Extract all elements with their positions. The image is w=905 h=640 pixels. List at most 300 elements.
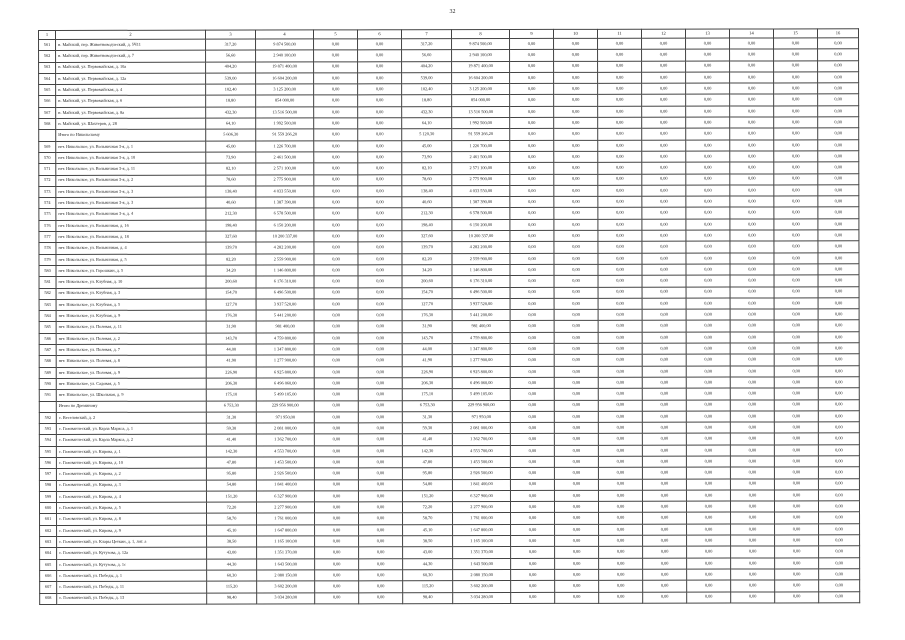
table-cell: 0,00 [598, 163, 642, 174]
address-cell: Итого по Дреминому [56, 401, 206, 413]
table-cell: 606 [40, 570, 57, 581]
table-cell: 588 [39, 356, 56, 367]
table-cell: 0,00 [730, 117, 774, 128]
address-cell: пгт. Никольское, ул. Вольничная 3-я, д. 3 [56, 186, 206, 198]
table-cell: 2 559 900,00 [256, 254, 314, 265]
table-cell: 0,00 [554, 163, 598, 174]
address-cell: пгт. Никольское, ул. Вольничная, д. 5 [56, 254, 206, 266]
table-cell: 599 [39, 491, 56, 502]
table-cell: 31,30 [402, 411, 452, 422]
table-cell: 45,00 [206, 141, 256, 152]
table-cell: 0,00 [774, 128, 818, 139]
address-cell: пгт. Никольское, ул. Полевая, д. 11 [56, 322, 206, 334]
table-cell: 44,00 [206, 344, 256, 355]
table-cell: 0,00 [358, 186, 402, 197]
table-cell: 1 351 370,00 [257, 547, 315, 558]
table-cell: 0,00 [510, 468, 554, 479]
table-cell: 0,00 [358, 208, 402, 219]
table-cell: 0,00 [774, 196, 818, 207]
table-cell: 593 [39, 424, 56, 435]
table-cell: 0,00 [686, 400, 730, 411]
table-cell: 0,00 [775, 580, 819, 591]
table-cell: 0,00 [554, 400, 598, 411]
table-cell: 0,00 [554, 129, 598, 140]
table-cell: 0,00 [314, 197, 358, 208]
table-cell: 0,00 [774, 478, 818, 489]
table-cell: 4 282 200,00 [452, 242, 510, 253]
table-cell: 573 [39, 186, 56, 197]
address-cell: пгт. Никольское, ул. Школьная, д. 9 [56, 389, 206, 401]
table-cell: 0,00 [642, 264, 686, 275]
table-cell: 0,00 [598, 83, 642, 94]
address-cell: пгт. Никольское, ул. Вольничная, д. 16 [56, 220, 206, 232]
table-cell: 0,00 [774, 207, 818, 218]
table-cell: 0,00 [818, 354, 859, 365]
table-cell: 854 000,00 [452, 95, 510, 106]
table-cell: 0,00 [730, 298, 774, 309]
table-cell: 45,00 [402, 140, 452, 151]
table-cell: 6 150 200,00 [256, 220, 314, 231]
table-cell: 0,00 [511, 535, 555, 546]
table-cell: 0,00 [554, 490, 598, 501]
table-cell: 54,80 [402, 479, 452, 490]
table-cell: 43,00 [403, 547, 453, 558]
table-cell: 0,00 [686, 264, 730, 275]
table-cell: 0,00 [598, 61, 642, 72]
table-cell: 82,10 [206, 163, 256, 174]
table-cell: 0,00 [358, 366, 402, 377]
table-cell: 40,60 [206, 197, 256, 208]
table-cell: 0,00 [642, 95, 686, 106]
table-cell: 6 176 310,00 [256, 276, 314, 287]
table-cell: 0,00 [730, 433, 774, 444]
table-cell: 0,00 [642, 377, 686, 388]
table-cell: 6 150 200,00 [452, 219, 510, 230]
table-cell: 0,00 [314, 378, 358, 389]
table-cell: 3 937 520,00 [256, 299, 314, 310]
table-cell: 6 176 310,00 [452, 276, 510, 287]
table-cell: 4 759 800,00 [452, 332, 510, 343]
table-cell: 0,00 [358, 287, 402, 298]
table-cell: 0,00 [314, 366, 358, 377]
table-cell: 0,00 [642, 467, 686, 478]
table-cell: 0,00 [730, 422, 774, 433]
table-cell: 44,00 [402, 344, 452, 355]
address-cell: Итого по Никольскому [56, 130, 206, 142]
table-cell: 6 496 060,00 [256, 378, 314, 389]
table-cell: 0,00 [510, 163, 554, 174]
table-cell: 0,00 [730, 467, 774, 478]
table-cell: 0,00 [598, 456, 642, 467]
table-cell: 0,00 [314, 220, 358, 231]
table-cell: 0,00 [642, 83, 686, 94]
table-cell: 0,00 [686, 38, 730, 49]
table-cell: 0,00 [598, 332, 642, 343]
table-cell: 601 [40, 514, 57, 525]
table-cell: 0,00 [686, 241, 730, 252]
table-cell: 0,00 [598, 196, 642, 207]
table-cell: 0,00 [818, 162, 859, 173]
table-cell: 0,00 [730, 332, 774, 343]
table-cell: 0,00 [686, 467, 730, 478]
table-cell: 0,00 [818, 60, 859, 71]
table-cell: 0,00 [554, 196, 598, 207]
table-cell: 572 [39, 175, 56, 186]
table-cell: 0,00 [554, 208, 598, 219]
table-cell: 0,00 [686, 501, 730, 512]
table-cell: 40,60 [402, 197, 452, 208]
table-cell: 0,00 [818, 490, 859, 501]
table-cell: 0,00 [642, 411, 686, 422]
table-cell: 0,00 [686, 140, 730, 151]
table-cell: 0,00 [730, 366, 774, 377]
table-cell: 432,30 [402, 106, 452, 117]
table-cell: 1 643 500,00 [453, 558, 511, 569]
table-cell: 971 950,00 [256, 412, 314, 423]
table-cell: 78,60 [206, 175, 256, 186]
table-cell: 0,00 [510, 343, 554, 354]
table-cell: 0,00 [315, 581, 359, 592]
table-cell: 0,00 [598, 185, 642, 196]
table-cell: 0,00 [554, 72, 598, 83]
table-cell: 5 441 200,00 [256, 310, 314, 321]
table-cell: 0,00 [686, 95, 730, 106]
table-cell: 1 362 700,00 [452, 434, 510, 445]
table-cell: 0,00 [774, 106, 818, 117]
table-cell: 566 [39, 96, 56, 107]
table-cell: 2 461 500,00 [452, 151, 510, 162]
table-cell: 0,00 [774, 399, 818, 410]
table-cell: 0,00 [314, 491, 358, 502]
address-cell: пгт. Никольское, ул. Полевая, д. 9 [56, 367, 206, 379]
table-cell: 0,00 [358, 344, 402, 355]
column-header: 16 [817, 29, 858, 38]
table-cell: 597 [39, 469, 56, 480]
table-cell: 151,20 [402, 491, 452, 502]
column-header: 11 [597, 29, 641, 38]
table-cell: 1 992 500,00 [452, 118, 510, 129]
table-cell: 0,00 [686, 298, 730, 309]
table-cell: 0,00 [642, 366, 686, 377]
table-cell: 0,00 [686, 309, 730, 320]
table-cell: 0,00 [510, 479, 554, 490]
table-cell: 2 080 150,00 [453, 569, 511, 580]
table-cell: 6 925 800,00 [256, 367, 314, 378]
table-cell: 0,00 [358, 107, 402, 118]
table-cell: 0,00 [599, 535, 643, 546]
address-cell: пгт. Никольское, ул. Клубная, д. 10 [56, 276, 206, 288]
column-header: 3 [206, 30, 256, 39]
table-cell: 0,00 [314, 355, 358, 366]
table-cell: 229 956 900,00 [256, 400, 314, 411]
table-cell: 2 081 000,00 [452, 423, 510, 434]
table-cell: 0,00 [774, 309, 818, 320]
table-cell: 0,00 [818, 94, 859, 105]
table-cell: 212,30 [402, 208, 452, 219]
table-cell: 0,00 [598, 490, 642, 501]
table-cell: 0,00 [642, 253, 686, 264]
table-cell: 0,00 [315, 592, 359, 603]
table-cell: 0,00 [598, 208, 642, 219]
table-cell: 1 165 100,00 [453, 536, 511, 547]
table-cell: 0,00 [642, 72, 686, 83]
table-cell: 0,00 [686, 332, 730, 343]
table-cell: 0,00 [358, 423, 402, 434]
table-cell: 0,00 [818, 433, 859, 444]
table-cell: 0,00 [643, 513, 687, 524]
table-cell: 0,00 [598, 264, 642, 275]
table-cell: 0,00 [642, 422, 686, 433]
table-cell: 0,00 [643, 580, 687, 591]
table-cell: 19 871 400,00 [452, 61, 510, 72]
table-cell: 0,00 [358, 412, 402, 423]
table-cell: 0,00 [642, 400, 686, 411]
table-cell: 1 226 700,00 [256, 141, 314, 152]
table-cell: 143,70 [206, 333, 256, 344]
column-header: 5 [314, 30, 358, 39]
table-cell: 0,00 [774, 253, 818, 264]
table-cell: 0,00 [598, 253, 642, 264]
table-cell: 0,00 [598, 275, 642, 286]
table-cell: 18,80 [402, 95, 452, 106]
table-cell: 0,00 [642, 129, 686, 140]
table-cell: 0,00 [359, 547, 403, 558]
table-cell: 0,00 [730, 411, 774, 422]
table-cell: 142,30 [402, 445, 452, 456]
table-cell: 5 120,30 [402, 129, 452, 140]
table-cell: 175,10 [206, 389, 256, 400]
table-cell: 0,00 [599, 569, 643, 580]
table-cell: 102,40 [206, 84, 256, 95]
table-cell: 0,00 [554, 468, 598, 479]
table-cell: 226,90 [206, 367, 256, 378]
table-cell: 598 [39, 480, 56, 491]
table-cell: 0,00 [774, 185, 818, 196]
table-cell: 0,00 [554, 309, 598, 320]
table-cell: 0,00 [554, 501, 598, 512]
table-cell: 0,00 [359, 581, 403, 592]
table-cell: 0,00 [358, 400, 402, 411]
table-cell: 0,00 [358, 39, 402, 50]
table-cell: 0,00 [818, 38, 859, 49]
table-cell: 0,00 [358, 219, 402, 230]
table-cell: 0,00 [730, 388, 774, 399]
page-number: 32 [449, 9, 456, 15]
address-cell: пгт. Никольское, ул. Горошкин, д. 5 [56, 265, 206, 277]
table-cell: 0,00 [598, 468, 642, 479]
table-cell: 0,00 [730, 151, 774, 162]
table-cell: 432,30 [206, 107, 256, 118]
table-cell: 138,40 [402, 185, 452, 196]
table-cell: 0,00 [314, 321, 358, 332]
table-cell: 72,20 [206, 502, 256, 513]
table-cell: 82,20 [402, 253, 452, 264]
table-cell: 1 277 900,00 [452, 355, 510, 366]
table-cell: 0,00 [598, 219, 642, 230]
table-cell: 0,00 [775, 524, 819, 535]
table-cell: 176,30 [206, 310, 256, 321]
table-cell: 0,00 [314, 400, 358, 411]
table-cell: 0,00 [598, 366, 642, 377]
table-cell: 6 496 500,00 [452, 287, 510, 298]
table-cell: 0,00 [642, 219, 686, 230]
table-cell: 0,00 [686, 343, 730, 354]
address-cell: п. Майский, ул. Первомайская, д. 12а [56, 73, 206, 85]
table-cell: 607 [40, 582, 57, 593]
table-cell: 1 351 370,00 [453, 547, 511, 558]
table-cell: 0,00 [510, 151, 554, 162]
table-cell: 0,00 [730, 83, 774, 94]
table-cell: 0,00 [774, 332, 818, 343]
table-cell: 91 559 266,20 [452, 129, 510, 140]
table-cell: 317,20 [206, 39, 256, 50]
table-cell: 0,00 [314, 423, 358, 434]
table-cell: 0,00 [554, 456, 598, 467]
table-cell: 0,00 [643, 547, 687, 558]
table-cell: 0,00 [642, 298, 686, 309]
table-cell: 0,00 [554, 287, 598, 298]
table-cell: 0,00 [314, 446, 358, 457]
table-cell: 981 400,00 [452, 321, 510, 332]
table-cell: 0,00 [642, 117, 686, 128]
table-cell: 0,00 [599, 513, 643, 524]
table-cell: 327,60 [206, 231, 256, 242]
table-cell: 38,50 [207, 536, 257, 547]
register-table [38, 28, 860, 605]
table-cell: 0,00 [730, 275, 774, 286]
table-cell: 0,00 [730, 196, 774, 207]
table-cell: 0,00 [554, 106, 598, 117]
table-cell: 564 [39, 73, 56, 84]
table-cell: 0,00 [314, 276, 358, 287]
table-cell: 0,00 [598, 242, 642, 253]
table-cell: 587 [39, 344, 56, 355]
table-cell: 102,40 [402, 84, 452, 95]
table-cell: 0,00 [314, 84, 358, 95]
table-cell: 0,00 [510, 264, 554, 275]
table-cell: 0,00 [819, 569, 860, 580]
table-cell: 0,00 [642, 287, 686, 298]
table-cell: 0,00 [598, 321, 642, 332]
table-cell: 2 571 100,00 [452, 163, 510, 174]
table-cell: 589 [39, 367, 56, 378]
table-cell: 0,00 [554, 38, 598, 49]
table-cell: 9 874 500,00 [452, 39, 510, 50]
table-cell: 0,00 [774, 286, 818, 297]
table-cell: 0,00 [730, 377, 774, 388]
table-cell: 200,60 [206, 276, 256, 287]
table-cell: 0,00 [510, 456, 554, 467]
address-cell: с. Голованческий, ул. Кирова, д. 3 [56, 480, 206, 492]
table-cell: 0,00 [686, 320, 730, 331]
table-cell: 154,70 [402, 287, 452, 298]
table-cell: 0,00 [314, 174, 358, 185]
table-cell: 0,00 [358, 129, 402, 140]
table-cell: 0,00 [686, 490, 730, 501]
table-cell: 2 926 500,00 [256, 468, 314, 479]
table-cell: 0,00 [774, 219, 818, 230]
table-cell: 0,00 [730, 174, 774, 185]
address-cell: п. Майский, ул. Первомайская, д. 6 [56, 96, 206, 108]
table-cell: 0,00 [731, 580, 775, 591]
table-cell: 0,00 [315, 536, 359, 547]
table-cell: 0,00 [774, 501, 818, 512]
table-cell: 0,00 [686, 174, 730, 185]
column-header: 14 [729, 29, 773, 38]
table-cell: 0,00 [314, 50, 358, 61]
table-cell: 0,00 [314, 287, 358, 298]
table-cell: 0,00 [730, 264, 774, 275]
table-cell: 0,00 [819, 512, 860, 523]
table-cell: 0,00 [554, 84, 598, 95]
table-cell: 198,40 [206, 220, 256, 231]
table-cell: 0,00 [598, 287, 642, 298]
table-cell: 95,80 [206, 468, 256, 479]
table-cell: 4 553 700,00 [452, 445, 510, 456]
table-cell: 3 125 200,00 [256, 84, 314, 95]
table-cell: 0,00 [774, 365, 818, 376]
table-cell: 0,00 [358, 445, 402, 456]
table-cell: 0,00 [554, 264, 598, 275]
table-cell: 0,00 [555, 535, 599, 546]
table-cell: 200,60 [402, 276, 452, 287]
table-cell: 0,00 [687, 558, 731, 569]
table-cell: 151,20 [206, 491, 256, 502]
table-cell: 13 516 500,00 [256, 107, 314, 118]
table-cell: 0,00 [554, 343, 598, 354]
table-cell: 0,00 [598, 479, 642, 490]
table-cell: 0,00 [642, 185, 686, 196]
table-cell: 0,00 [642, 434, 686, 445]
column-header: 10 [553, 29, 597, 38]
table-cell: 82,10 [402, 163, 452, 174]
table-cell: 0,00 [731, 512, 775, 523]
table-cell: 608 [40, 593, 57, 604]
table-cell: 59,30 [206, 423, 256, 434]
table-cell: 570 [39, 152, 56, 163]
table-cell: 595 [39, 446, 56, 457]
table-cell: 585 [39, 322, 56, 333]
table-cell: 6 578 500,00 [452, 208, 510, 219]
table-cell: 0,00 [731, 558, 775, 569]
table-cell: 0,00 [510, 411, 554, 422]
table-cell: 0,00 [775, 512, 819, 523]
table-cell: 0,00 [358, 457, 402, 468]
table-cell: 0,00 [686, 366, 730, 377]
table-cell: 34,20 [402, 265, 452, 276]
table-cell: 0,00 [818, 388, 859, 399]
table-cell: 0,00 [358, 355, 402, 366]
table-cell: 175,10 [402, 389, 452, 400]
table-cell: 0,00 [510, 502, 554, 513]
table-cell: 0,00 [598, 422, 642, 433]
table-cell: 0,00 [774, 72, 818, 83]
address-cell: с. Голованческий, ул. Карла Маркса, д. 2 [56, 435, 206, 447]
table-cell: 0,00 [554, 253, 598, 264]
table-cell: 0,00 [686, 219, 730, 230]
table-cell: 0,00 [510, 298, 554, 309]
address-cell: с. Голованческий, ул. Кирова, д. 5 [56, 502, 206, 514]
table-cell: 0,00 [818, 151, 859, 162]
table-cell: 212,30 [206, 208, 256, 219]
table-cell [39, 130, 56, 141]
table-cell: 0,00 [818, 411, 859, 422]
table-cell: 0,00 [358, 231, 402, 242]
table-cell: 0,00 [511, 592, 555, 603]
table-cell: 2 081 000,00 [256, 423, 314, 434]
table-cell: 0,00 [598, 445, 642, 456]
table-cell: 0,00 [643, 569, 687, 580]
